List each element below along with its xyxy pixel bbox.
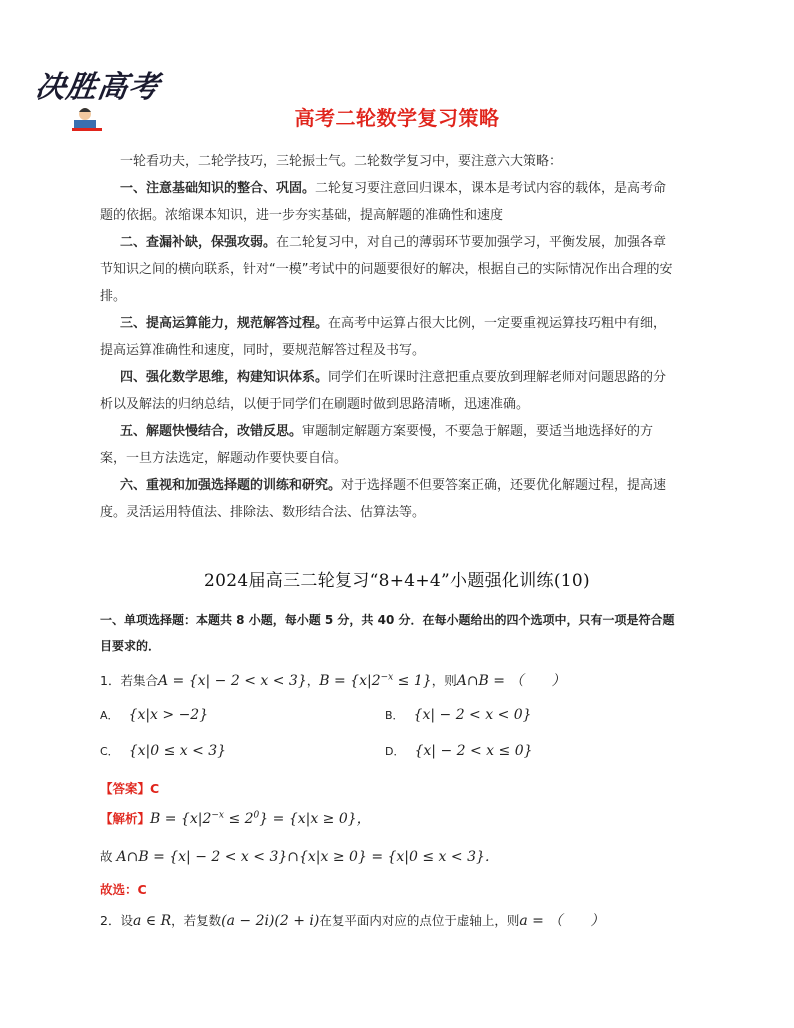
option-c bbox=[100, 743, 226, 759]
strategy-text: 在高考中运算占很大比例，一定要重视运算技巧粗中有细，提高运算准确性和速度，同时，要规范解答过程及书写。 bbox=[100, 316, 667, 358]
section-intro: 一、单项选择题：本题共 8 小题，每小题 5 分，共 40 分．在每小题给出的四个选项中，只有一项是符合题目要求的． bbox=[100, 613, 675, 653]
strategy-paragraph-5 bbox=[100, 418, 674, 472]
separator: ， bbox=[306, 673, 320, 688]
analysis-line bbox=[100, 808, 371, 828]
set-b: $B = \{x|2^{-x} \le 1\}$ bbox=[319, 672, 432, 689]
answer-label: 【答案】 bbox=[100, 781, 151, 796]
therefore-prefix: 故 bbox=[100, 849, 117, 864]
choice-line bbox=[100, 880, 147, 898]
option-label: A． bbox=[100, 709, 119, 722]
strategy-heading: 二、查漏补缺，保强攻弱。 bbox=[120, 235, 277, 250]
answer-line bbox=[100, 779, 159, 797]
strategy-paragraph-4 bbox=[100, 364, 674, 418]
strategy-text: 在二轮复习中，对自己的薄弱环节要加强学习，平衡发展，加强各章节知识之间的横向联系，针对“一模”考试中的问题要很好的解决，根据自己的实际情况作出合理的安排。 bbox=[100, 235, 673, 304]
strategy-text: 同学们在听课时注意把重点要放到理解老师对问题思路的分析以及解法的归纳总结，以便于同学们在刷题时做到思路清晰，迅速准确。 bbox=[100, 370, 667, 412]
strategy-paragraph-6 bbox=[100, 472, 674, 526]
question-ask: A∩B = （ ） bbox=[456, 673, 566, 689]
option-label: C． bbox=[100, 745, 119, 758]
strategy-paragraph-1 bbox=[100, 175, 674, 229]
question-number: 2．设 bbox=[100, 913, 133, 928]
then-text: ，则 bbox=[431, 673, 457, 688]
strategy-paragraph-2 bbox=[100, 229, 674, 310]
strategy-text: 审题制定解题方案要慢，不要急于解题，要适当地选择好的方案，一旦方法选定，解题动作要快要自信。 bbox=[100, 424, 654, 466]
strategy-heading: 六、重视和加强选择题的训练和研究。 bbox=[120, 478, 342, 493]
option-text: {x|0 ≤ x < 3} bbox=[128, 743, 227, 759]
question-text-2: 在复平面内对应的点位于虚轴上，则 bbox=[319, 913, 520, 928]
strategy-text: 二轮复习要注意回归课本，课本是考试内容的载体，是高考命题的依据。浓缩课本知识，进一步夯实基础，提高解题的准确性和速度 bbox=[100, 181, 667, 223]
option-b bbox=[385, 707, 532, 723]
strategy-heading: 三、提高运算能力，规范解答过程。 bbox=[120, 316, 329, 331]
option-d bbox=[385, 743, 533, 759]
therefore-expression: A∩B = {x| − 2 < x < 3}∩{x|x ≥ 0} = {x|0 ≤ x < 3}． bbox=[116, 849, 499, 865]
question-number: 1．若集合 bbox=[100, 673, 158, 688]
strategy-paragraph-3 bbox=[100, 310, 674, 364]
set-a: A = {x| − 2 < x < 3} bbox=[157, 673, 307, 689]
option-text: {x| − 2 < x ≤ 0} bbox=[414, 743, 533, 759]
option-a bbox=[100, 707, 208, 723]
option-text: {x|x > −2} bbox=[128, 707, 209, 723]
strategy-heading: 四、强化数学思维，构建知识体系。 bbox=[120, 370, 329, 385]
analysis-expression: $B = \{x|2^{-x} \le 2^0\} = \{x|x \ge 0\}$， bbox=[150, 810, 371, 827]
condition: a ∈ R bbox=[132, 913, 172, 929]
answer-value: C bbox=[150, 781, 160, 796]
option-text: {x| − 2 < x < 0} bbox=[413, 707, 532, 723]
strategy-heading: 五、解题快慢结合，改错反思。 bbox=[120, 424, 303, 439]
question-ask: a = （ ） bbox=[519, 913, 605, 929]
question-1-stem bbox=[100, 670, 565, 690]
section-title: 2024届高三二轮复习“8+4+4”小题强化训练(10) bbox=[204, 571, 590, 591]
option-label: B． bbox=[385, 709, 404, 722]
therefore-line bbox=[100, 846, 499, 866]
complex-expression: (a − 2i)(2 + i) bbox=[221, 913, 320, 929]
strategy-heading: 一、注意基础知识的整合、巩固。 bbox=[120, 181, 316, 196]
choice-value: C bbox=[137, 882, 147, 897]
option-label: D． bbox=[385, 745, 405, 758]
choice-label: 故选： bbox=[100, 882, 138, 897]
logo-text: 决胜高考 bbox=[33, 70, 162, 105]
question-text: ，若复数 bbox=[171, 913, 222, 928]
analysis-label: 【解析】 bbox=[100, 811, 151, 826]
intro-paragraph: 一轮看功夫，二轮学技巧，三轮振士气。二轮数学复习中，要注意六大策略： bbox=[120, 154, 563, 169]
question-2-stem bbox=[100, 910, 604, 930]
page-title: 高考二轮数学复习策略 bbox=[294, 106, 500, 130]
strategy-text: 对于选择题不但要答案正确，还要优化解题过程，提高速度。灵活运用特值法、排除法、数形结合法、估算法等。 bbox=[100, 478, 667, 520]
